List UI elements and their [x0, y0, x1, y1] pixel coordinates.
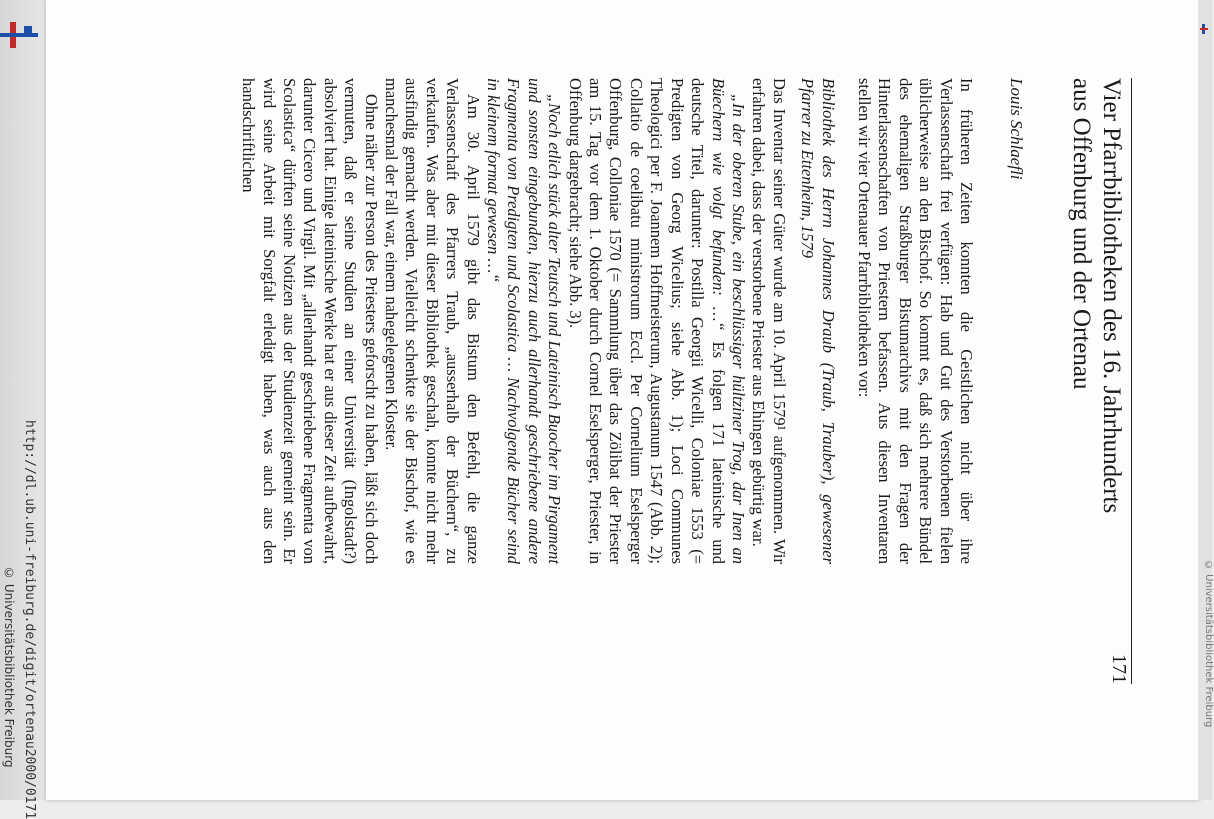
source-url[interactable]: http://dl.ub.uni-freiburg.de/digit/ortenau2000/0171	[22, 420, 37, 819]
copyright-notice: © Universitätsbibliothek Freiburg	[2, 566, 16, 768]
paragraph	[564, 78, 748, 564]
rotated-article	[122, 78, 1132, 684]
quote: „In der oberen Stube, ein beschlüssiger hültziner Trog, dar Inen an Büechern wie volgt befunden: …“	[708, 78, 748, 564]
title-line-2: aus Offenburg und der Ortenau	[1068, 78, 1095, 390]
header-rule	[1131, 78, 1132, 684]
title-line-1: Vier Pfarrbibliotheken des 16. Jahrhunderts	[1098, 78, 1125, 514]
intro-paragraph: In früheren Zeiten konnten die Geistlichen nicht über ihre Verlassenschaft frei verfügen: Hab und Gut des Verstorbenen fielen üblicherweise an den Bischof. So kommt es, daß sich mehrere Bündel des ehemaligen Straßburger Bistumarchivs mit den Fragen der Hinterlassenschaften von Priestern befassen. Aus diesen Inventaren stellen wir vier Ortenauer Pfarrbibliotheken vor:	[854, 78, 976, 564]
library-logo-icon-small	[1200, 24, 1208, 34]
article-title	[1066, 78, 1126, 684]
library-logo-icon	[0, 22, 38, 48]
scanned-page	[46, 0, 1200, 800]
paragraph-text: Es folgen 171 lateinische und deutsche Titel, darunter: Postilla Georgii Wicelli, Coloniae 1553 (= Predigten von Georg Wicelius; siehe Abb. 1); Loci Communes Theologici per F. Joannem Hoffmeisterum, Augustanum 1547 (Abb. 2); Collatio de coelibatu ministrorum Eccl. Per Cornelium Eselsperger Offenburg, Colloniae 1570 (= Sammlung über das Zölibat der Priester am 15. Tag vor dem 1. Oktober durch Cornel Eselsperger, Priester, in Offenburg dargebracht; siehe Abb. 3).	[565, 78, 728, 564]
section-heading: Bibliothek des Herrn Johannes Draub (Traub, Trauber), gewesener Pfarrer zu Ettenheim, 1579	[798, 78, 838, 564]
paragraph: Das Inventar seiner Güter wurde am 10. April 1579¹ aufgenommen. Wir erfahren dabei, dass der verstorbene Priester aus Ehingen gebürtig war.	[749, 78, 789, 564]
article-author: Louis Schlaefli	[1007, 78, 1026, 180]
article-body	[238, 78, 976, 564]
paragraph: Am 30. April 1579 gibt das Bistum den Befehl, die ganze Verlassenschaft des Pfarrers Traub, „ausserhalb der Büchern“, zu verkaufen. Was aber mit dieser Bibliothek geschah, konnte nicht mehr ausfindig gemacht werden. Vielleicht schenkte sie der Bischof, wie es manchesmal der Fall war, einem nahegelegenen Kloster.	[382, 78, 483, 564]
right-copyright: © Universitätsbibliothek Freiburg	[1203, 560, 1214, 728]
quote-paragraph: „Noch etlich stück alter Teutsch und Lateinisch Buocher im Pirgament und sonsten eingebunden, hierzu auch allerhandt geschriebene andere Fragmenta von Predigten und Scolastica … Nachvolgende Bücher seind in kleinem format gewesen …“	[484, 78, 565, 564]
page-number: 171	[1108, 654, 1130, 684]
paragraph: Ohne näher zur Person des Priesters geforscht zu haben, läßt sich doch vermuten, daß er seine Studien an einer Universität (Ingolstadt?) absolviert hat. Einige lateinische Werke hat er aus dieser Zeit aufbewahrt, darunter Cicero und Virgil. Mit „allerhandt geschriebene Fragmenta von Scolastica“ dürften seine Notizen aus der Studienzeit gemeint sein. Er wird seine Arbeit mit Sorgfalt erledigt haben, was auch aus den handschriftlichen	[239, 78, 381, 564]
